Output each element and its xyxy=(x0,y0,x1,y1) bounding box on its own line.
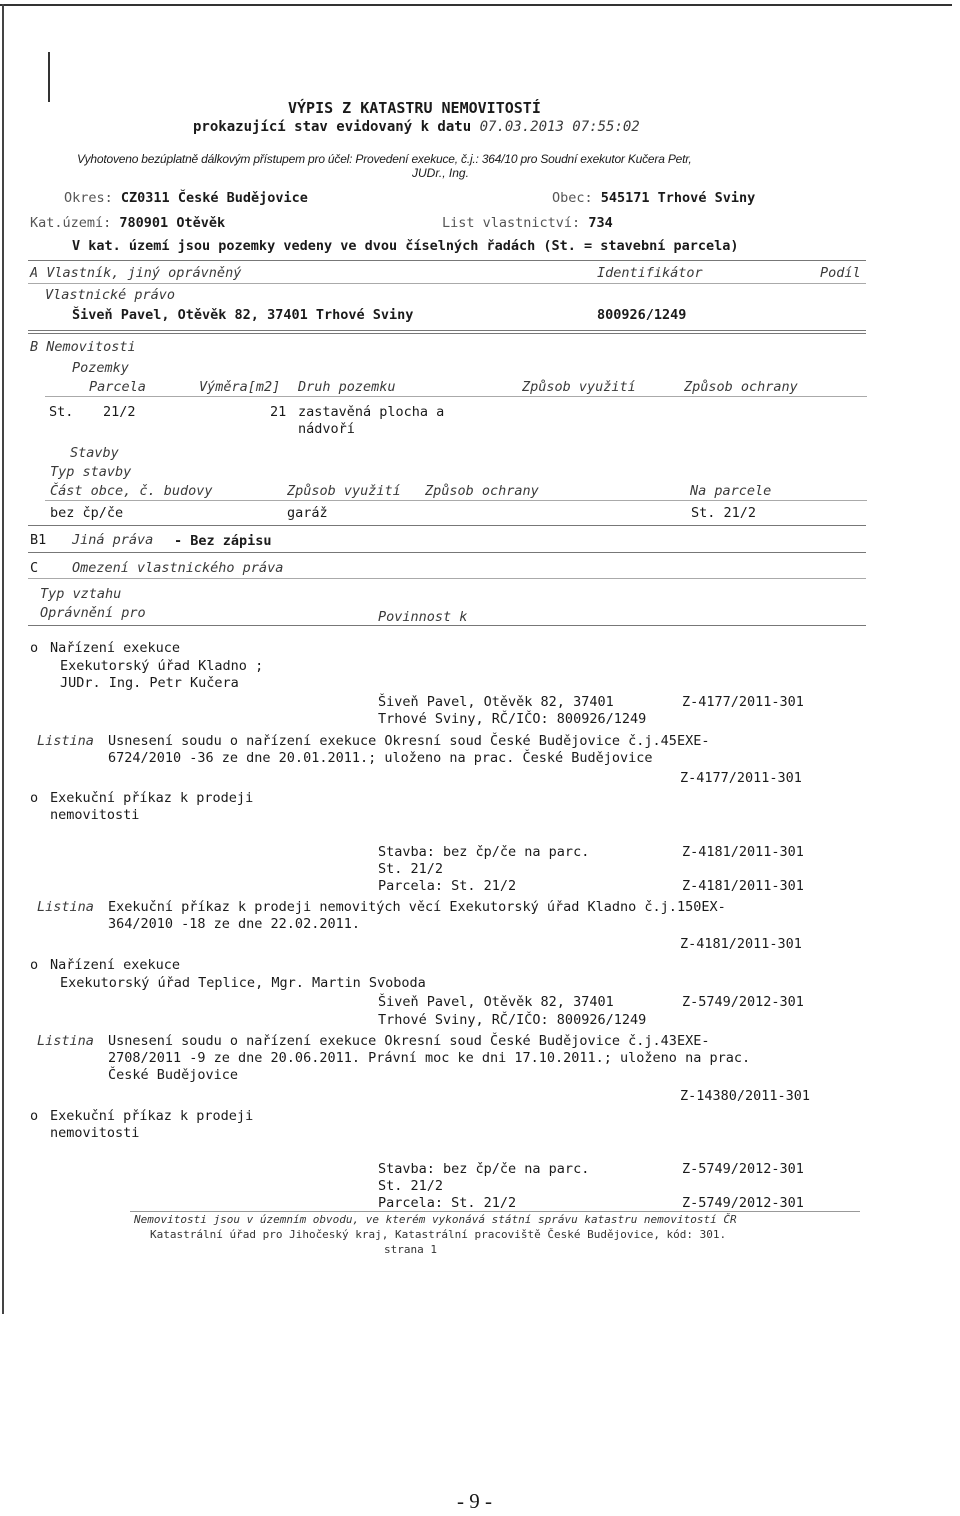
footer-line-2: Katastrální úřad pro Jihočeský kraj, Katastrální pracoviště České Budějovice, kód: 301. xyxy=(150,1228,727,1241)
building-parcel: St. 21/2 xyxy=(691,505,757,521)
entry-3-title: Nařízení exekuce xyxy=(50,957,181,973)
entry-2-listina-label: Listina xyxy=(37,899,94,915)
col-building-ochrana: Způsob ochrany xyxy=(425,483,539,499)
entry-2-ref-2: Z-4181/2011-301 xyxy=(682,878,804,894)
stavby-label: Stavby xyxy=(70,445,119,461)
divider xyxy=(28,283,866,284)
entry-1-ref: Z-4177/2011-301 xyxy=(682,694,804,710)
subtitle-datetime: 07.03.2013 07:55:02 xyxy=(479,119,640,135)
entry-3-listina-line-2: 2708/2011 -9 ze dne 20.06.2011. Právní moc ke dni 17.10.2011.; uloženo na prac. xyxy=(108,1050,751,1066)
okres-label: Okres: xyxy=(64,190,113,206)
access-line-1: Vyhotoveno bezúplatně dálkovým přístupem pro účel: Provedení exekuce, č.j.: 364/10 pro Soudní exekutor Kučera Petr, xyxy=(77,152,692,166)
building-type: bez čp/če xyxy=(50,505,124,521)
parcel-prefix: St. xyxy=(49,404,74,420)
entry-2-stavba-2: St. 21/2 xyxy=(378,861,444,877)
entry-4-parcela: Parcela: St. 21/2 xyxy=(378,1195,517,1211)
entry-2-listina-line-2: 364/2010 -18 ze dne 22.02.2011. xyxy=(108,916,360,932)
document-title: VÝPIS Z KATASTRU NEMOVITOSTÍ xyxy=(288,99,541,117)
scan-border-left xyxy=(2,4,4,1314)
owner-id: 800926/1249 xyxy=(597,307,687,323)
entry-1-listina-label: Listina xyxy=(37,733,94,749)
col-vyuziti: Způsob využití xyxy=(522,379,636,395)
entry-3-listina-ref: Z-14380/2011-301 xyxy=(680,1088,811,1104)
col-podil: Podíl xyxy=(820,265,861,281)
entry-4-stavba-2: St. 21/2 xyxy=(378,1178,444,1194)
entry-3-obligor-2: Trhové Sviny, RČ/IČO: 800926/1249 xyxy=(378,1012,647,1028)
access-line-2: JUDr., Ing. xyxy=(412,166,469,180)
katuzemi-value: 780901 Otěvěk xyxy=(119,215,226,231)
entry-2-stavba-1: Stavba: bez čp/če na parc. xyxy=(378,844,590,860)
building-use: garáž xyxy=(287,505,328,521)
entry-3-obligor-1: Šiveň Pavel, Otěvěk 82, 37401 xyxy=(378,994,614,1010)
col-building-vyuziti: Způsob využití xyxy=(287,483,401,499)
entry-2-ref-1: Z-4181/2011-301 xyxy=(682,844,804,860)
parcel-type-line-2: nádvoří xyxy=(298,421,355,437)
divider xyxy=(28,578,866,579)
entry-1-line-2: Exekutorský úřad Kladno ; xyxy=(60,658,264,674)
entry-1-title: Nařízení exekuce xyxy=(50,640,181,656)
entry-3-line-2: Exekutorský úřad Teplice, Mgr. Martin Svoboda xyxy=(60,975,426,991)
scan-border-top xyxy=(0,4,952,6)
col-povinnost: Povinnost k xyxy=(378,609,468,625)
katuzemi-label: Kat.území: xyxy=(30,215,112,231)
entry-1-listina-ref: Z-4177/2011-301 xyxy=(680,770,802,786)
footer-line-3: strana 1 xyxy=(384,1243,437,1256)
col-opravneni: Oprávnění pro xyxy=(40,605,146,621)
lv-row xyxy=(442,215,613,231)
section-b1-value: - Bez zápisu xyxy=(174,533,272,549)
entry-3-listina-line-1: Usnesení soudu o nařízení exekuce Okresní soud České Budějovice č.j.43EXE- xyxy=(108,1033,710,1049)
entry-3-listina-line-3: České Budějovice xyxy=(108,1067,239,1083)
owner-name: Šiveň Pavel, Otěvěk 82, 37401 Trhové Sviny xyxy=(72,307,414,323)
pozemky-label: Pozemky xyxy=(72,360,129,376)
section-b-heading: B Nemovitosti xyxy=(30,339,136,355)
entry-4-stavba-1: Stavba: bez čp/če na parc. xyxy=(378,1161,590,1177)
divider xyxy=(130,1211,860,1212)
entry-4-ref-1: Z-5749/2012-301 xyxy=(682,1161,804,1177)
entry-2-parcela: Parcela: St. 21/2 xyxy=(378,878,517,894)
col-druh: Druh pozemku xyxy=(298,379,396,395)
col-typ-vztahu: Typ vztahu xyxy=(40,586,122,602)
parcel-area: 21 xyxy=(270,404,287,420)
entry-1-listina-line-1: Usnesení soudu o nařízení exekuce Okresní soud České Budějovice č.j.45EXE- xyxy=(108,733,710,749)
section-a-heading: A Vlastník, jiný oprávněný xyxy=(30,265,242,281)
section-c-code: C xyxy=(30,560,39,576)
obec-value: 545171 Trhové Sviny xyxy=(600,190,756,206)
vlastnicke-pravo-label: Vlastnické právo xyxy=(45,287,176,303)
entry-2-listina-line-1: Exekuční příkaz k prodeji nemovitých věcí Exekutorský úřad Kladno č.j.150EX- xyxy=(108,899,726,915)
entry-1-line-3: JUDr. Ing. Petr Kučera xyxy=(60,675,239,691)
divider xyxy=(45,396,867,397)
okres-value: CZ0311 České Budějovice xyxy=(120,190,308,206)
divider xyxy=(45,500,867,501)
entry-4-bullet: o xyxy=(30,1108,39,1124)
obec-row xyxy=(552,190,755,206)
divider xyxy=(28,260,866,261)
page-number: - 9 - xyxy=(457,1489,492,1513)
col-na-parcele: Na parcele xyxy=(690,483,772,499)
divider xyxy=(28,525,866,526)
entry-1-obligor-1: Šiveň Pavel, Otěvěk 82, 37401 xyxy=(378,694,614,710)
parcel-type-line-1: zastavěná plocha a xyxy=(298,404,445,420)
footer-line-1: Nemovitosti jsou v územním obvodu, ve kterém vykonává státní správu katastru nemovitostí ČR xyxy=(134,1213,737,1226)
entry-1-bullet: o xyxy=(30,640,39,656)
entry-4-title: Exekuční příkaz k prodeji xyxy=(50,1108,254,1124)
entry-3-bullet: o xyxy=(30,957,39,973)
section-c-label: Omezení vlastnického práva xyxy=(72,560,284,576)
divider xyxy=(28,625,866,626)
entry-3-listina-label: Listina xyxy=(37,1033,94,1049)
divider xyxy=(28,330,866,331)
parcel-number: 21/2 xyxy=(103,404,136,420)
col-cast-obce: Část obce, č. budovy xyxy=(50,483,213,499)
scan-mark xyxy=(48,52,50,102)
lv-label: List vlastnictví: xyxy=(442,215,581,231)
typ-stavby-label: Typ stavby xyxy=(50,464,132,480)
divider xyxy=(28,333,866,334)
katuzemi-row xyxy=(30,215,225,231)
entry-3-ref: Z-5749/2012-301 xyxy=(682,994,804,1010)
entry-1-obligor-2: Trhové Sviny, RČ/IČO: 800926/1249 xyxy=(378,711,647,727)
col-parcela: Parcela xyxy=(89,379,146,395)
entry-2-bullet: o xyxy=(30,790,39,806)
entry-4-ref-2: Z-5749/2012-301 xyxy=(682,1195,804,1211)
kat-uzemi-note: V kat. území jsou pozemky vedeny ve dvou číselných řadách (St. = stavební parcela) xyxy=(72,238,739,254)
col-ochrana: Způsob ochrany xyxy=(684,379,798,395)
divider xyxy=(28,552,866,553)
section-b1-code: B1 xyxy=(30,532,47,548)
entry-4-line-2: nemovitosti xyxy=(50,1125,140,1141)
obec-label: Obec: xyxy=(552,190,593,206)
section-b1-label: Jiná práva xyxy=(72,532,154,548)
okres-row xyxy=(64,190,308,206)
subtitle-label: prokazující stav evidovaný k datu xyxy=(193,119,472,135)
col-vymera: Výměra[m2] xyxy=(199,379,281,395)
entry-1-listina-line-2: 6724/2010 -36 ze dne 20.01.2011.; uloženo na prac. České Budějovice xyxy=(108,750,653,766)
col-identifikator: Identifikátor xyxy=(597,265,703,281)
entry-2-line-2: nemovitosti xyxy=(50,807,140,823)
lv-value: 734 xyxy=(588,215,613,231)
entry-2-title: Exekuční příkaz k prodeji xyxy=(50,790,254,806)
entry-2-listina-ref: Z-4181/2011-301 xyxy=(680,936,802,952)
document-subtitle xyxy=(193,119,640,135)
